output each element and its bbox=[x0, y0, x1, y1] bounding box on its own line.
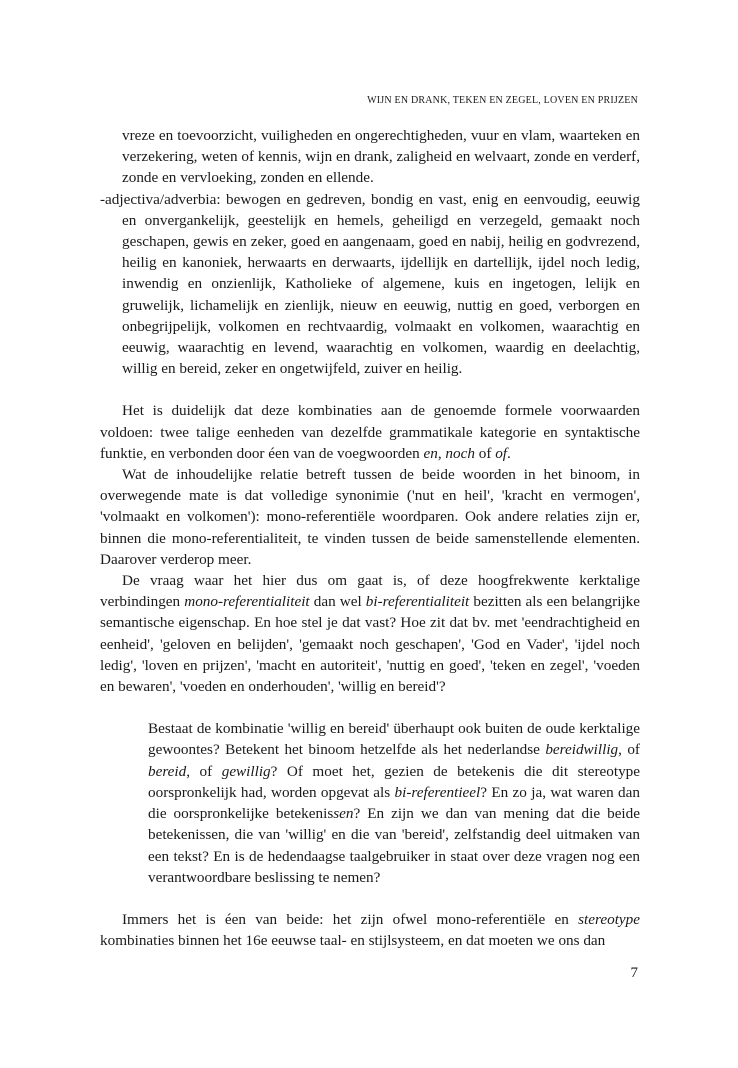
quote-text: ? Of moet het, gezien de betekenis die dit stereotype oorspronkelijk had, worden opgevat als bbox=[148, 762, 640, 801]
list-continuation: vreze en toevoorzicht, vuiligheden en ongerechtigheden, vuur en vlam, waarteken en verzekering, weten of kennis, wijn en drank, zaligheid en welvaart, zonde en verderf, zonde en vervloeking, zonden en ellende. bbox=[122, 127, 640, 187]
punctuation: , bbox=[437, 444, 446, 462]
page-number: 7 bbox=[630, 965, 638, 981]
italic-mono-referentialiteit: mono-referentialiteit bbox=[184, 593, 310, 611]
running-header: WIJN EN DRANK, TEKEN EN ZEGEL, LOVEN EN PRIJZEN bbox=[367, 95, 638, 106]
paragraph-4-text: kombinaties binnen het 16e eeuwse taal- en stijlsysteem, en dat moeten we ons dan bbox=[100, 932, 606, 950]
italic-bi-referentieel: bi-referentieel bbox=[394, 783, 481, 801]
italic-sen: sen bbox=[333, 805, 354, 823]
italic-noch: noch bbox=[445, 444, 475, 462]
paragraph-1-text: Het is duidelijk dat deze kombinaties aan de genoemde formele voorwaarden voldoen: twee talige eenheden van dezelfde grammatikale kategorie en syntaktische funktie, en verbonden door éen van de voegwoorden bbox=[100, 402, 640, 462]
paragraph-1 bbox=[100, 400, 640, 464]
paragraph-3 bbox=[100, 570, 640, 697]
paragraph-3-text: De vraag waar het hier dus om gaat is, of deze hoogfrekwente kerktalige verbindingen bbox=[100, 572, 640, 611]
quote-text: ? En zo ja, wat waren dan die oorspronkelijke betekenis bbox=[148, 783, 640, 823]
italic-en: en bbox=[423, 444, 438, 462]
paragraph-3-text: dan wel bbox=[309, 593, 366, 611]
italic-bereid: bereid bbox=[148, 762, 187, 780]
paragraph-gap bbox=[100, 379, 640, 400]
paragraph-4 bbox=[100, 909, 640, 951]
paragraph-2: Wat de inhoudelijke relatie betreft tussen de beide woorden in het binoom, in overwegende mate is dat volledige synonimie ('nut en heil', 'kracht en vermogen', 'volmaakt en volkomen'): mono-referentiële woordparen. Ook andere relaties zijn er, binnen die mono-referentialiteit, te vinden tussen de beide samenstellende elementen. Daarover verderop meer. bbox=[100, 466, 640, 568]
quote-text: ? En zijn we dan van mening dat die beide betekenissen, die van 'willig' en die van 'bereid', zelfstandig deel uitmaken van een tekst? En is de hedendaagse taalgebruiker in staat over deze vragen nog een verantwoordbare beslissing te nemen? bbox=[148, 805, 640, 886]
paragraph-3-text: bezitten als een belangrijke semantische eigenschap. En hoe stel je dat vast? Hoe zit dat bv. met 'eendrachtigheid en eenheid', 'geloven en belijden', 'gemaakt noch geschapen', 'God en Vader', 'ijdel noch ledig', 'loven en prijzen', 'macht en autoriteit', 'nuttig en goed', 'teken en zegel', 'voeden en bewaren', 'voeden en onderhouden', 'willig en bereid'? bbox=[100, 593, 640, 696]
body-text bbox=[100, 125, 640, 951]
quote-text: , of bbox=[186, 762, 222, 780]
italic-bereidwillig: bereidwillig bbox=[545, 741, 619, 759]
quote-text: , of bbox=[618, 741, 640, 759]
list-item-adjectiva: -adjectiva/adverbia: bewogen en gedreven, bondig en vast, enig en eenvoudig, eeuwig en onvergankelijk, geestelijk en hemels, geheiligd en verzegeld, gemaakt noch geschapen, gewis en zeker, goed en aangenaam, goed en nabij, heilig en godvrezend, heilig en kanoniek, herwaarts en derwaarts, ijdellijk en dartellijk, ijdel noch ledig, inwendig en onzienlijk, Katholieke of algemene, kuis en ingetogen, lelijk en gruwelijk, lichamelijk en zienlijk, nieuw en eeuwig, nuttig en goed, verborgen en onbegrijpelijk, volkomen en rechtvaardig, volmaakt en volkomen, waarachtig en eeuwig, waarachtig en levend, waarachtig en volkomen, waardig en deelachtig, willig en bereid, zeker en ongetwijfeld, zuiver en heilig. bbox=[100, 190, 640, 378]
italic-stereotype: stereotype bbox=[578, 910, 640, 928]
punctuation: . bbox=[507, 444, 511, 462]
paragraph-4-text: Immers het is éen van beide: het zijn ofwel mono-referentiële en bbox=[122, 910, 579, 928]
italic-gewillig: gewillig bbox=[221, 762, 271, 780]
italic-bi-referentialiteit: bi-referentialiteit bbox=[365, 593, 470, 611]
paragraph-gap bbox=[100, 697, 640, 718]
block-quote bbox=[148, 718, 640, 888]
italic-of: of bbox=[495, 444, 508, 462]
connector-text: of bbox=[474, 444, 496, 462]
quote-text: Bestaat de kombinatie 'willig en bereid' überhaupt ook buiten de oude kerktalige gewoontes? Betekent het binoom hetzelfde als het nederlandse bbox=[148, 720, 640, 759]
paragraph-gap bbox=[100, 888, 640, 909]
